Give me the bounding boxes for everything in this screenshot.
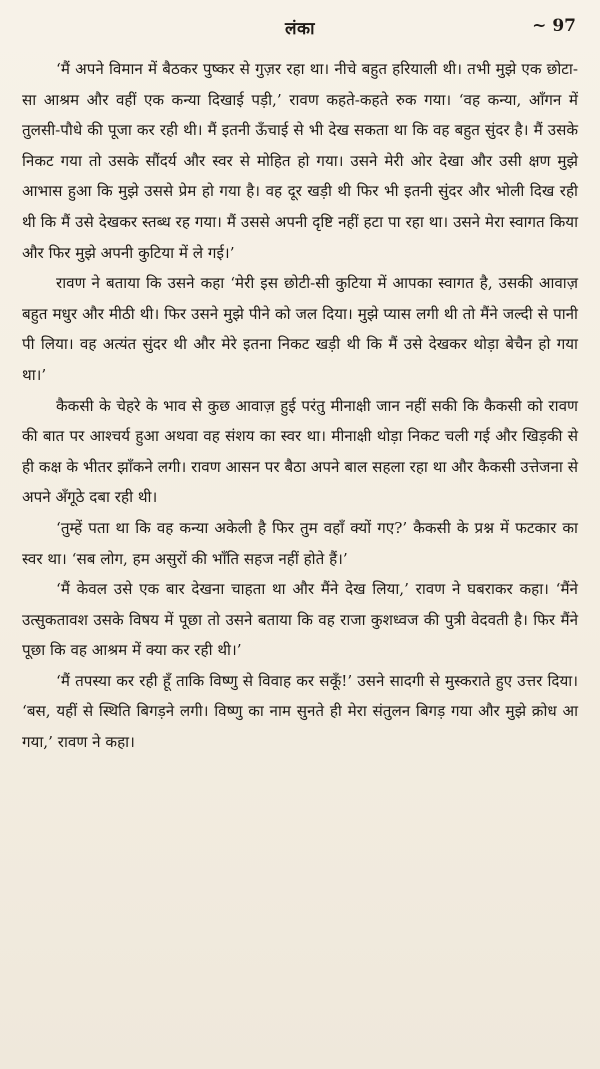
body-text	[22, 54, 578, 758]
paragraph: ‘मैं तपस्या कर रही हूँ ताकि विष्णु से विवाह कर सकूँ!’ उसने सादगी से मुस्कराते हुए उत्तर दिया। ‘बस, यहीं से स्थिति बिगड़ने लगी। विष्णु का नाम सुनते ही मेरा संतुलन बिगड़ गया और मुझे क्रोध आ गया,’ रावण ने कहा।	[22, 671, 578, 752]
paragraph: ‘मैं अपने विमान में बैठकर पुष्कर से गुज़र रहा था। नीचे बहुत हरियाली थी। तभी मुझे एक छोटा-सा आश्रम और वहीं एक कन्या दिखाई पड़ी,’ रावण कहते-कहते रुक गया। ‘वह कन्या, आँगन में तुलसी-पौधे की पूजा कर रही थी। मैं इतनी ऊँचाई से भी देख सकता था कि वह बहुत सुंदर है। मैं उसके निकट गया तो उसके सौंदर्य और स्वर से मोहित हो गया। उसने मेरी ओर देखा और उसी क्षण मुझे आभास हुआ कि मुझे उससे प्रेम हो गया है। वह दूर खड़ी थी फिर भी इतनी सुंदर और भोली दिख रही थी कि मैं उसे देखकर स्तब्ध रह गया। मैं उससे अपनी दृष्टि नहीं हटा पा रहा था। उसने मेरा स्वागत किया और फिर मुझे अपनी कुटिया में ले गई।’	[22, 60, 578, 262]
page-header	[22, 10, 578, 44]
paragraph: ‘तुम्हें पता था कि वह कन्या अकेली है फिर तुम वहाँ क्यों गए?’ कैकसी के प्रश्न में फटकार का स्वर था। ‘सब लोग, हम असुरों की भाँति सहज नहीं होते हैं।’	[22, 518, 578, 568]
running-title: लंका	[285, 19, 315, 39]
page-number-block	[532, 16, 576, 36]
paragraph: रावण ने बताया कि उसने कहा ‘मेरी इस छोटी-सी कुटिया में आपका स्वागत है, उसकी आवाज़ बहुत मधुर और मीठी थी। फिर उसने मुझे पीने को जल दिया। मुझे प्यास लगी थी तो मैंने जल्दी से पानी पी लिया। वह अत्यंत सुंदर थी और मेरे इतना निकट खड़ी थी कि मैं उसे देखकर थोड़ा बेचैन हो गया था।’	[22, 274, 578, 384]
page-number: 97	[552, 16, 576, 36]
page-mark: ~	[532, 16, 547, 36]
paragraph: कैकसी के चेहरे के भाव से कुछ आवाज़ हुई परंतु मीनाक्षी जान नहीं सकी कि कैकसी को रावण की बात पर आश्चर्य हुआ अथवा वह संशय का स्वर था। मीनाक्षी थोड़ा निकट चली गई और खिड़की से ही कक्ष के भीतर झाँकने लगी। रावण आसन पर बैठा अपने बाल सहला रहा था और कैकसी उत्तेजना से अपने अँगूठे दबा रही थी।	[22, 396, 578, 507]
paragraph: ‘मैं केवल उसे एक बार देखना चाहता था और मैंने देख लिया,’ रावण ने घबराकर कहा। ‘मैंने उत्सुकतावश उसके विषय में पूछा तो उसने बताया कि वह राजा कुशध्वज की पुत्री वेदवती है। फिर मैंने पूछा कि वह आश्रम में क्या कर रही थी।’	[22, 580, 578, 660]
